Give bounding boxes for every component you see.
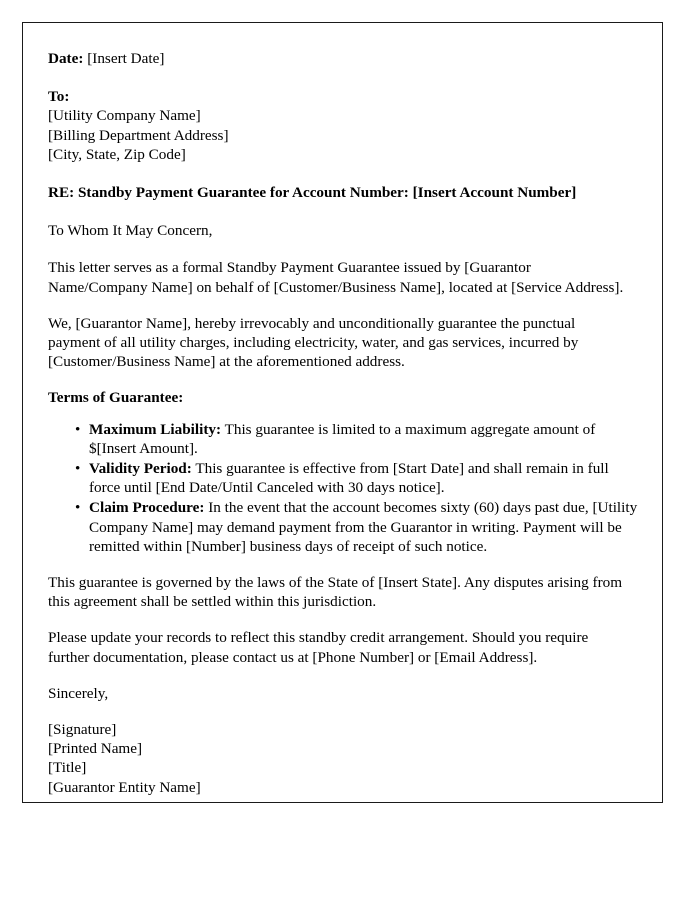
recipient-block [48,87,638,164]
term-label: Claim Procedure: [89,499,205,517]
paragraph-guarantee: We, [Guarantor Name], hereby irrevocably and unconditionally guarantee the punctual payment of all utility charges, including electricity, water, and gas services, incurred by [Customer/Business Name] at the aforementioned address. [48,314,579,371]
term-label: Maximum Liability: [89,420,222,438]
bullet-icon: • [75,499,81,517]
term-text: In the event that the account becomes sixty (60) days past due, [Utility Company Name] may demand payment from the Guarantor in writing. Payment will be remitted within [Number] business days of receipt of such notice. [89,499,638,555]
term-text: This guarantee is limited to a maximum aggregate amount of $[Insert Amount]. [89,420,596,457]
subject-line: RE: Standby Payment Guarantee for Account Number: [Insert Account Number] [48,184,577,202]
signature-spacer [48,703,638,720]
bullet-icon: • [75,460,81,478]
date-value: [Insert Date] [87,50,165,67]
term-label: Validity Period: [89,460,192,478]
paragraph-governing-law: This guarantee is governed by the laws of the State of [Insert State]. Any disputes arising from this agreement shall be settled within this jurisdiction. [48,574,623,611]
paragraph-intro: This letter serves as a formal Standby Payment Guarantee issued by [Guarantor Name/Company Name] on behalf of [Customer/Business Name], located at [Service Address]. [48,259,624,296]
title-line: [Title] [48,759,87,777]
letter-page [22,22,663,803]
recipient-label: To: [48,88,70,106]
list-item [75,498,638,556]
recipient-line-1: [Utility Company Name] [48,107,201,125]
list-item [75,459,638,497]
recipient-line-2: [Billing Department Address] [48,126,229,144]
signature-block [48,720,638,797]
terms-heading: Terms of Guarantee: [48,389,184,407]
signature-line: [Signature] [48,721,117,739]
terms-list [48,420,638,556]
guarantor-entity-line: [Guarantor Entity Name] [48,778,201,796]
list-item [75,420,638,458]
closing: Sincerely, [48,684,109,702]
paragraph-records: Please update your records to reflect this standby credit arrangement. Should you require further documentation, please contact us at [Phone Number] or [Email Address]. [48,629,589,666]
recipient-line-3: [City, State, Zip Code] [48,145,186,163]
date-label: Date: [48,50,84,67]
term-text: This guarantee is effective from [Start Date] and shall remain in full force until [End Date/Until Canceled with 30 days notice]. [89,460,609,497]
date-block [48,49,638,68]
letter-body [23,23,662,817]
printed-name-line: [Printed Name] [48,740,143,758]
bullet-icon: • [75,420,81,438]
date-line [48,49,638,68]
greeting: To Whom It May Concern, [48,222,213,240]
